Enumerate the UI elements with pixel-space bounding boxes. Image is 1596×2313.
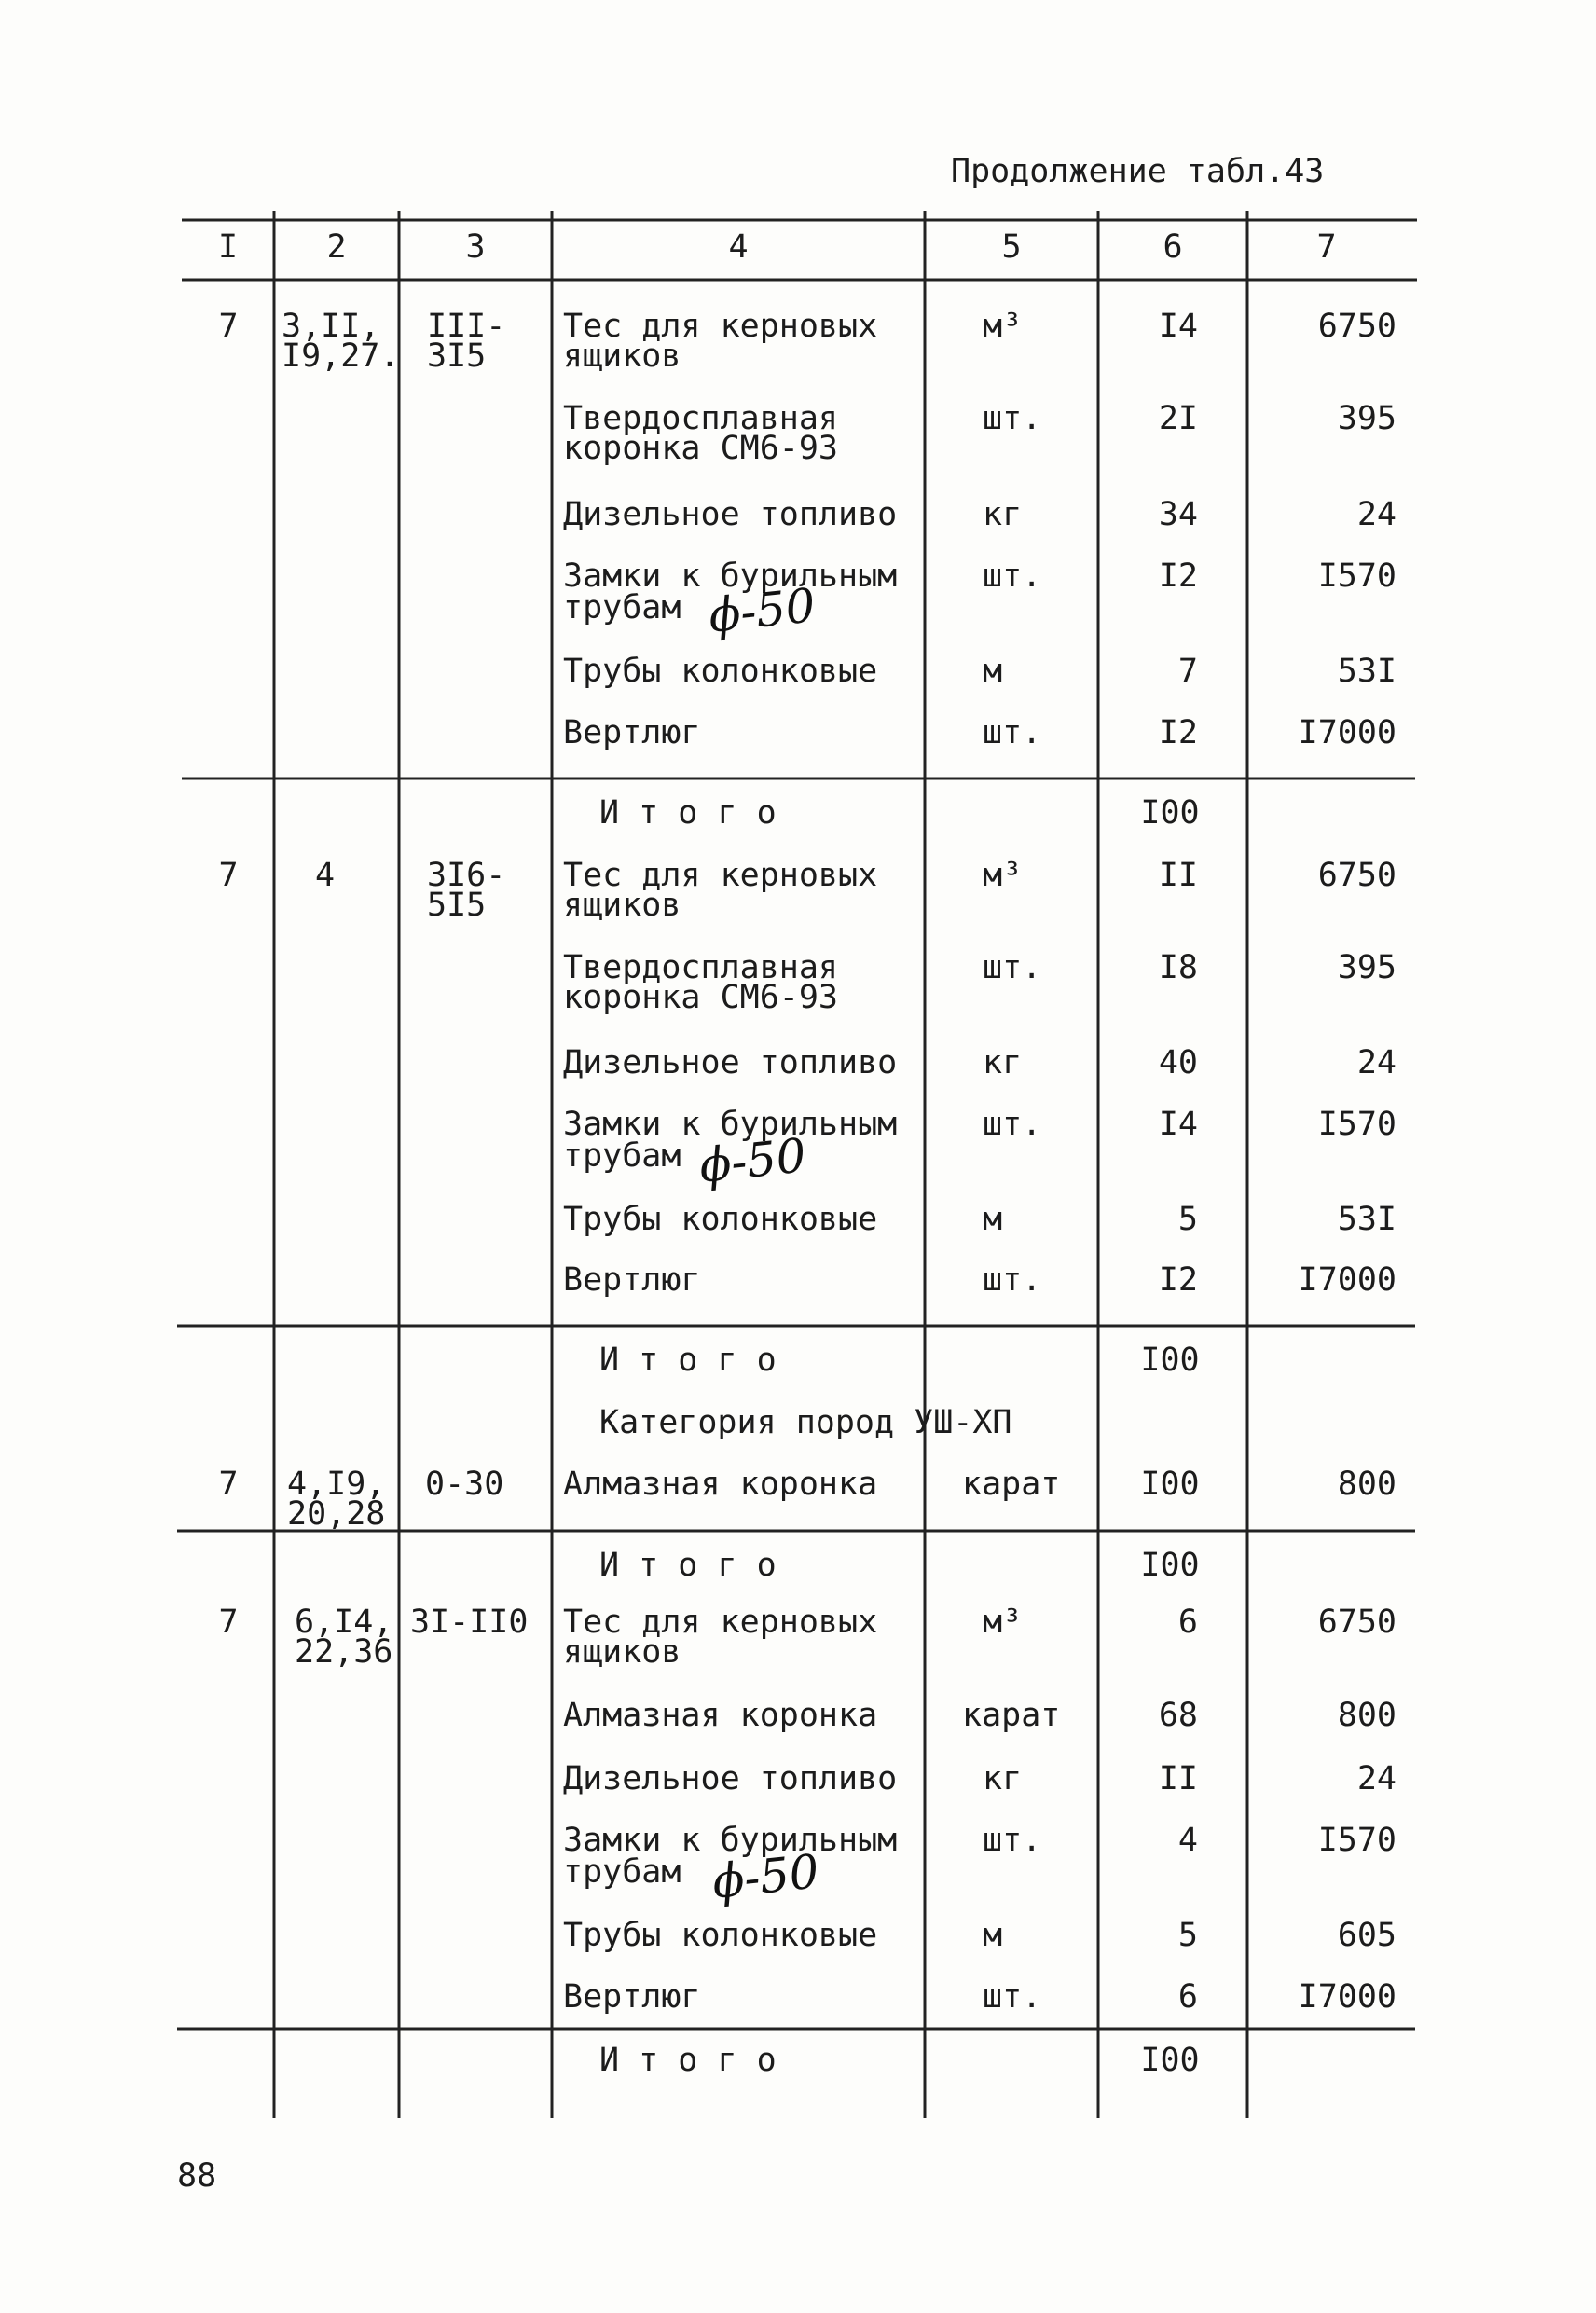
handwritten-diameter-note: ϕ-50 bbox=[696, 1128, 809, 1193]
g2-item5-price: 53I bbox=[1337, 1201, 1396, 1238]
group4-col2-line2: 22,36 bbox=[295, 1633, 393, 1671]
g1-item5-name: Трубы колонковые bbox=[563, 653, 878, 690]
g1-item6-qty: I2 bbox=[1158, 714, 1198, 751]
rock-category-heading: Категория пород УШ-ХП bbox=[599, 1404, 1012, 1441]
g2-item1-price: 6750 bbox=[1317, 857, 1396, 894]
g4-item5-unit: м bbox=[983, 1917, 1003, 1954]
group3-col2-line2: 20,28 bbox=[287, 1495, 386, 1533]
group3-col3: 0-30 bbox=[425, 1466, 504, 1503]
group2-col3-line1: 3I6- bbox=[427, 857, 506, 894]
g3-item1-name: Алмазная коронка bbox=[563, 1466, 878, 1503]
g1-item4-name-1: Замки к бурильным bbox=[563, 558, 898, 595]
g2-total-label: И т о г о bbox=[599, 1342, 777, 1379]
g4-item3-unit: кг bbox=[983, 1760, 1023, 1797]
header-col-5: 5 bbox=[1001, 228, 1022, 266]
g1-item3-qty: 34 bbox=[1158, 496, 1198, 533]
g1-item4-unit: шт. bbox=[983, 558, 1042, 595]
g4-item2-qty: 68 bbox=[1158, 1697, 1198, 1734]
g4-item4-price: I570 bbox=[1317, 1822, 1396, 1859]
g2-item3-name: Дизельное топливо bbox=[563, 1044, 898, 1081]
g2-item1-name-1: Тес для керновых bbox=[563, 857, 878, 894]
g1-item6-price: I7000 bbox=[1298, 714, 1396, 751]
g4-item6-name: Вертлюг bbox=[563, 1978, 701, 2016]
g4-item4-name-2: трубам bbox=[563, 1853, 681, 1891]
g4-item6-price: I7000 bbox=[1298, 1978, 1396, 2016]
g1-item4-price: I570 bbox=[1317, 558, 1396, 595]
g2-item3-unit: кг bbox=[983, 1044, 1023, 1081]
g4-item3-qty: II bbox=[1158, 1760, 1198, 1797]
g2-item2-name-2: коронка СМ6-93 bbox=[563, 979, 839, 1016]
group2-col1: 7 bbox=[218, 857, 239, 894]
g1-item3-name: Дизельное топливо bbox=[563, 496, 898, 533]
g2-item5-name: Трубы колонковые bbox=[563, 1201, 878, 1238]
g2-item4-name-2: трубам bbox=[563, 1137, 681, 1175]
g2-item2-qty: I8 bbox=[1158, 949, 1198, 986]
group1-col3-line2: 3I5 bbox=[427, 337, 487, 375]
header-col-4: 4 bbox=[728, 228, 749, 266]
g2-item6-price: I7000 bbox=[1298, 1261, 1396, 1299]
g2-item5-qty: 5 bbox=[1177, 1201, 1198, 1238]
g4-total-label: И т о г о bbox=[599, 2042, 777, 2079]
g1-item2-name-1: Твердосплавная bbox=[563, 400, 839, 437]
g4-item2-unit: карат bbox=[962, 1697, 1061, 1734]
g3-item1-price: 800 bbox=[1337, 1466, 1396, 1503]
group3-col2-line1: 4,I9, bbox=[287, 1466, 386, 1503]
g4-item5-name: Трубы колонковые bbox=[563, 1917, 878, 1954]
g2-item6-unit: шт. bbox=[983, 1261, 1042, 1299]
g4-item4-name-1: Замки к бурильным bbox=[563, 1822, 898, 1859]
g2-item3-price: 24 bbox=[1356, 1044, 1396, 1081]
g2-item4-unit: шт. bbox=[983, 1106, 1042, 1143]
group2-col3-line2: 5I5 bbox=[427, 887, 487, 924]
g4-item1-name-2: ящиков bbox=[563, 1633, 681, 1671]
g4-item1-unit: м³ bbox=[983, 1604, 1023, 1641]
g2-item4-name-1: Замки к бурильным bbox=[563, 1106, 898, 1143]
g4-item3-price: 24 bbox=[1356, 1760, 1396, 1797]
table-continuation-caption: Продолжение табл.43 bbox=[951, 153, 1325, 190]
g2-item6-name: Вертлюг bbox=[563, 1261, 701, 1299]
g1-item2-price: 395 bbox=[1337, 400, 1396, 437]
g2-item2-name-1: Твердосплавная bbox=[563, 949, 839, 986]
g4-item4-unit: шт. bbox=[983, 1822, 1042, 1859]
g2-item1-qty: II bbox=[1158, 857, 1198, 894]
g4-item1-name-1: Тес для керновых bbox=[563, 1604, 878, 1641]
g3-item1-unit: карат bbox=[962, 1466, 1061, 1503]
handwritten-diameter-note: ϕ-50 bbox=[709, 1844, 822, 1909]
g1-item2-name-2: коронка СМ6-93 bbox=[563, 430, 839, 467]
g3-total-value: I00 bbox=[1140, 1547, 1200, 1584]
g4-item6-qty: 6 bbox=[1177, 1978, 1198, 2016]
g1-item1-qty: I4 bbox=[1158, 308, 1198, 345]
g1-item5-price: 53I bbox=[1337, 653, 1396, 690]
g4-item3-name: Дизельное топливо bbox=[563, 1760, 898, 1797]
g4-total-value: I00 bbox=[1140, 2042, 1200, 2079]
group2-col2: 4 bbox=[315, 857, 336, 894]
group4-col1: 7 bbox=[218, 1604, 239, 1641]
g2-total-value: I00 bbox=[1140, 1342, 1200, 1379]
g4-item1-qty: 6 bbox=[1177, 1604, 1198, 1641]
g1-item1-unit: м³ bbox=[983, 308, 1023, 345]
g1-item5-unit: м bbox=[983, 653, 1003, 690]
g1-item1-price: 6750 bbox=[1317, 308, 1396, 345]
group1-col2-line1: 3,II, bbox=[282, 308, 380, 345]
page-number: 88 bbox=[177, 2157, 217, 2195]
group3-col1: 7 bbox=[218, 1466, 239, 1503]
g1-total-value: I00 bbox=[1140, 794, 1200, 832]
group1-col3-line1: III- bbox=[427, 308, 506, 345]
g2-item2-unit: шт. bbox=[983, 949, 1042, 986]
g1-total-label: И т о г о bbox=[599, 794, 777, 832]
g3-total-label: И т о г о bbox=[599, 1547, 777, 1584]
g2-item1-name-2: ящиков bbox=[563, 887, 681, 924]
g1-item2-qty: 2I bbox=[1158, 400, 1198, 437]
header-col-7: 7 bbox=[1316, 228, 1337, 266]
g1-item6-unit: шт. bbox=[983, 714, 1042, 751]
g4-item1-price: 6750 bbox=[1317, 1604, 1396, 1641]
g1-item2-unit: шт. bbox=[983, 400, 1042, 437]
g2-item5-unit: м bbox=[983, 1201, 1003, 1238]
g4-item5-qty: 5 bbox=[1177, 1917, 1198, 1954]
g1-item3-unit: кг bbox=[983, 496, 1023, 533]
group1-col1: 7 bbox=[218, 308, 239, 345]
g4-item5-price: 605 bbox=[1337, 1917, 1396, 1954]
header-col-1: I bbox=[217, 228, 239, 266]
g1-item4-name-2: трубам bbox=[563, 589, 681, 626]
header-col-2: 2 bbox=[326, 228, 347, 266]
g2-item1-unit: м³ bbox=[983, 857, 1023, 894]
handwritten-diameter-note: ϕ-50 bbox=[706, 578, 819, 643]
g4-item4-qty: 4 bbox=[1177, 1822, 1198, 1859]
g1-item3-price: 24 bbox=[1356, 496, 1396, 533]
g1-item4-qty: I2 bbox=[1158, 558, 1198, 595]
g3-item1-qty: I00 bbox=[1140, 1466, 1200, 1503]
group1-col2-line2: I9,27. bbox=[282, 337, 400, 375]
group4-col3: 3I-II0 bbox=[410, 1604, 529, 1641]
g1-item1-name-1: Тес для керновых bbox=[563, 308, 878, 345]
g2-item6-qty: I2 bbox=[1158, 1261, 1198, 1299]
g1-item1-name-2: ящиков bbox=[563, 337, 681, 375]
group4-col2-line1: 6,I4, bbox=[295, 1604, 393, 1641]
header-col-6: 6 bbox=[1163, 228, 1183, 266]
g2-item4-price: I570 bbox=[1317, 1106, 1396, 1143]
g4-item6-unit: шт. bbox=[983, 1978, 1042, 2016]
g1-item5-qty: 7 bbox=[1177, 653, 1198, 690]
g2-item2-price: 395 bbox=[1337, 949, 1396, 986]
g4-item2-name: Алмазная коронка bbox=[563, 1697, 878, 1734]
header-col-3: 3 bbox=[465, 228, 486, 266]
g1-item6-name: Вертлюг bbox=[563, 714, 701, 751]
g2-item4-qty: I4 bbox=[1158, 1106, 1198, 1143]
g4-item2-price: 800 bbox=[1337, 1697, 1396, 1734]
g2-item3-qty: 40 bbox=[1158, 1044, 1198, 1081]
